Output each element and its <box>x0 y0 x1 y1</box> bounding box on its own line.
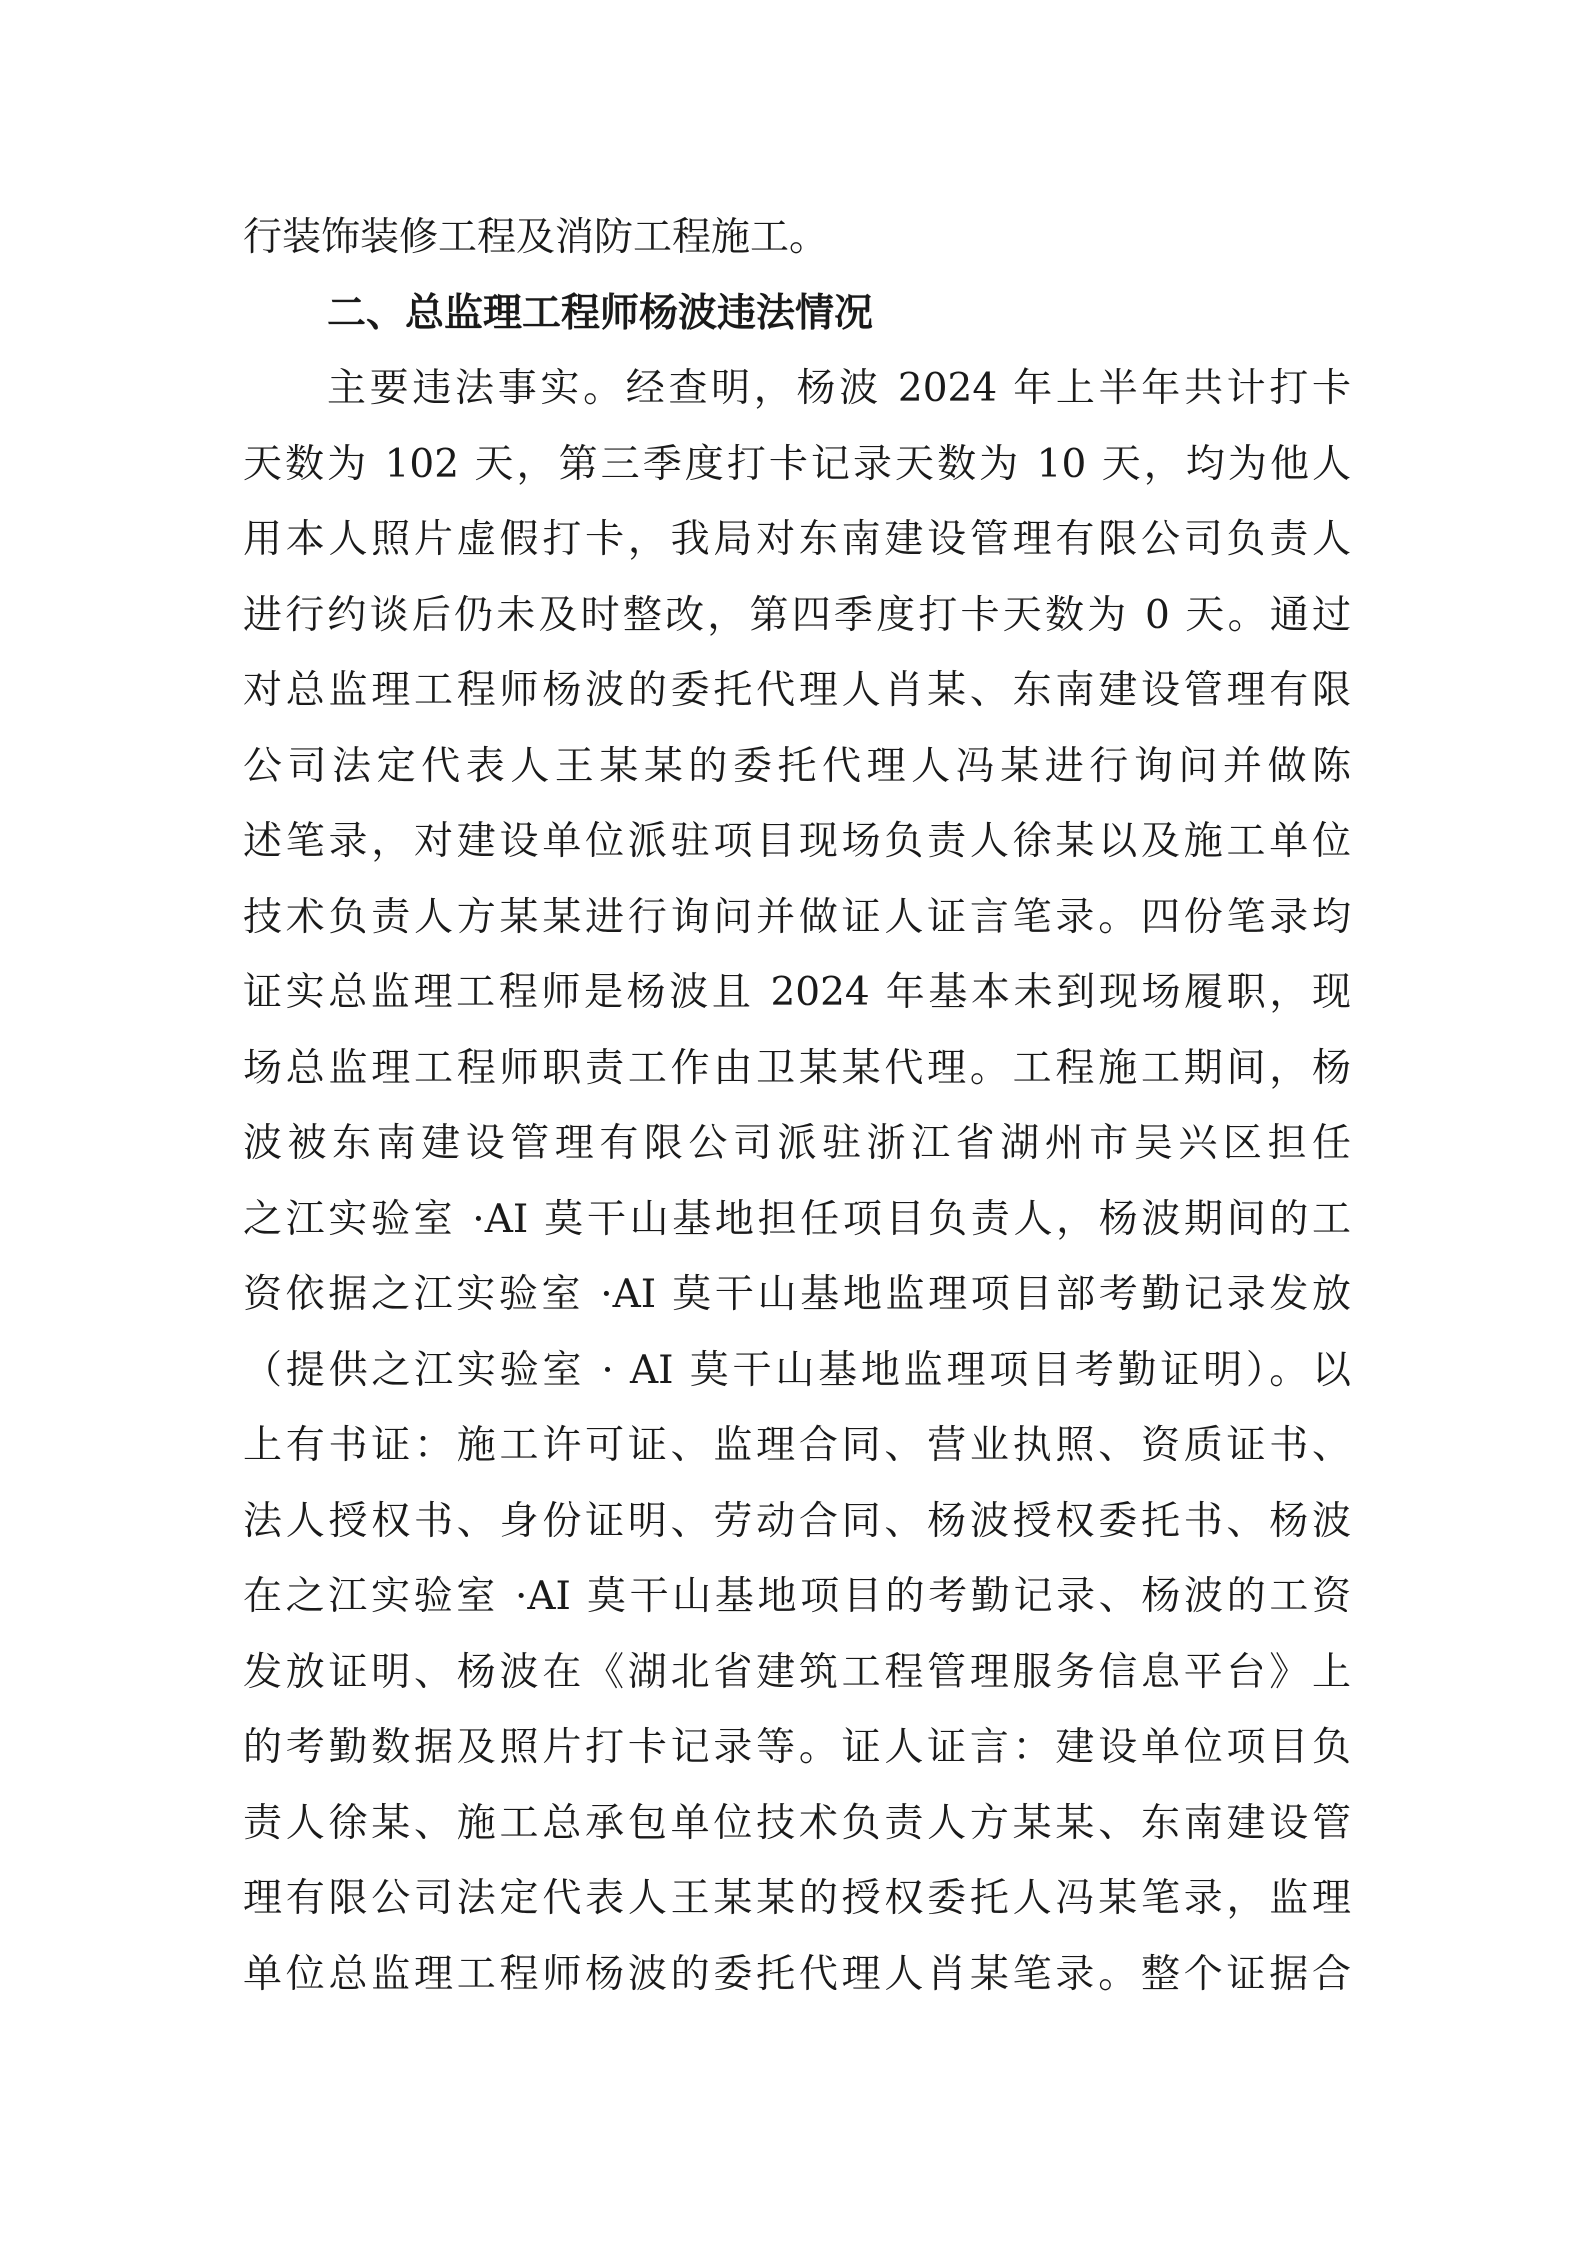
paragraph-line: 证实总监理工程师是杨波且 2024 年基本未到现场履职，现 <box>243 970 1351 1015</box>
paragraph-line: 主要违法事实。经查明，杨波 2024 年上半年共计打卡 <box>327 366 1351 411</box>
paragraph-line: 的考勤数据及照片打卡记录等。证人证言：建设单位项目负 <box>243 1725 1351 1770</box>
paragraph-line: 场总监理工程师职责工作由卫某某代理。工程施工期间，杨 <box>243 1045 1351 1091</box>
paragraph-line: 波被东南建设管理有限公司派驻浙江省湖州市吴兴区担任 <box>243 1121 1351 1166</box>
paragraph-line: 上有书证：施工许可证、监理合同、营业执照、资质证书、 <box>243 1423 1351 1468</box>
paragraph-line: 资依据之江实验室 ·AI 莫干山基地监理项目部考勤记录发放 <box>243 1272 1351 1317</box>
paragraph-line: 之江实验室 ·AI 莫干山基地担任项目负责人，杨波期间的工 <box>243 1196 1351 1242</box>
paragraph-line: 用本人照片虚假打卡，我局对东南建设管理有限公司负责人 <box>243 517 1351 562</box>
paragraph-violation-facts <box>243 351 1351 2012</box>
paragraph-line: 进行约谈后仍未及时整改，第四季度打卡天数为 0 天。通过 <box>243 592 1351 638</box>
paragraph-line: 理有限公司法定代表人王某某的授权委托人冯某笔录，监理 <box>243 1876 1351 1921</box>
paragraph-line: 发放证明、杨波在《湖北省建筑工程管理服务信息平台》上 <box>243 1649 1351 1695</box>
document-body <box>243 200 1351 2012</box>
paragraph-line: 述笔录，对建设单位派驻项目现场负责人徐某以及施工单位 <box>243 819 1351 864</box>
paragraph-line: 天数为 102 天，第三季度打卡记录天数为 10 天，均为他人 <box>243 441 1351 487</box>
section-heading: 二、总监理工程师杨波违法情况 <box>327 290 874 336</box>
paragraph-line: 法人授权书、身份证明、劳动合同、杨波授权委托书、杨波 <box>243 1498 1351 1544</box>
paragraph-line: 在之江实验室 ·AI 莫干山基地项目的考勤记录、杨波的工资 <box>243 1574 1351 1619</box>
paragraph-line: 单位总监理工程师杨波的委托代理人肖某笔录。整个证据合 <box>243 1951 1351 1997</box>
continuation-line: 行装饰装修工程及消防工程施工。 <box>243 215 829 260</box>
paragraph-line: （提供之江实验室 · AI 莫干山基地监理项目考勤证明）。以 <box>243 1347 1351 1393</box>
paragraph-line: 技术负责人方某某进行询问并做证人证言笔录。四份笔录均 <box>243 894 1351 940</box>
paragraph-line: 公司法定代表人王某某的委托代理人冯某进行询问并做陈 <box>243 743 1351 789</box>
paragraph-line: 对总监理工程师杨波的委托代理人肖某、东南建设管理有限 <box>243 668 1351 713</box>
paragraph-line: 责人徐某、施工总承包单位技术负责人方某某、东南建设管 <box>243 1800 1351 1846</box>
